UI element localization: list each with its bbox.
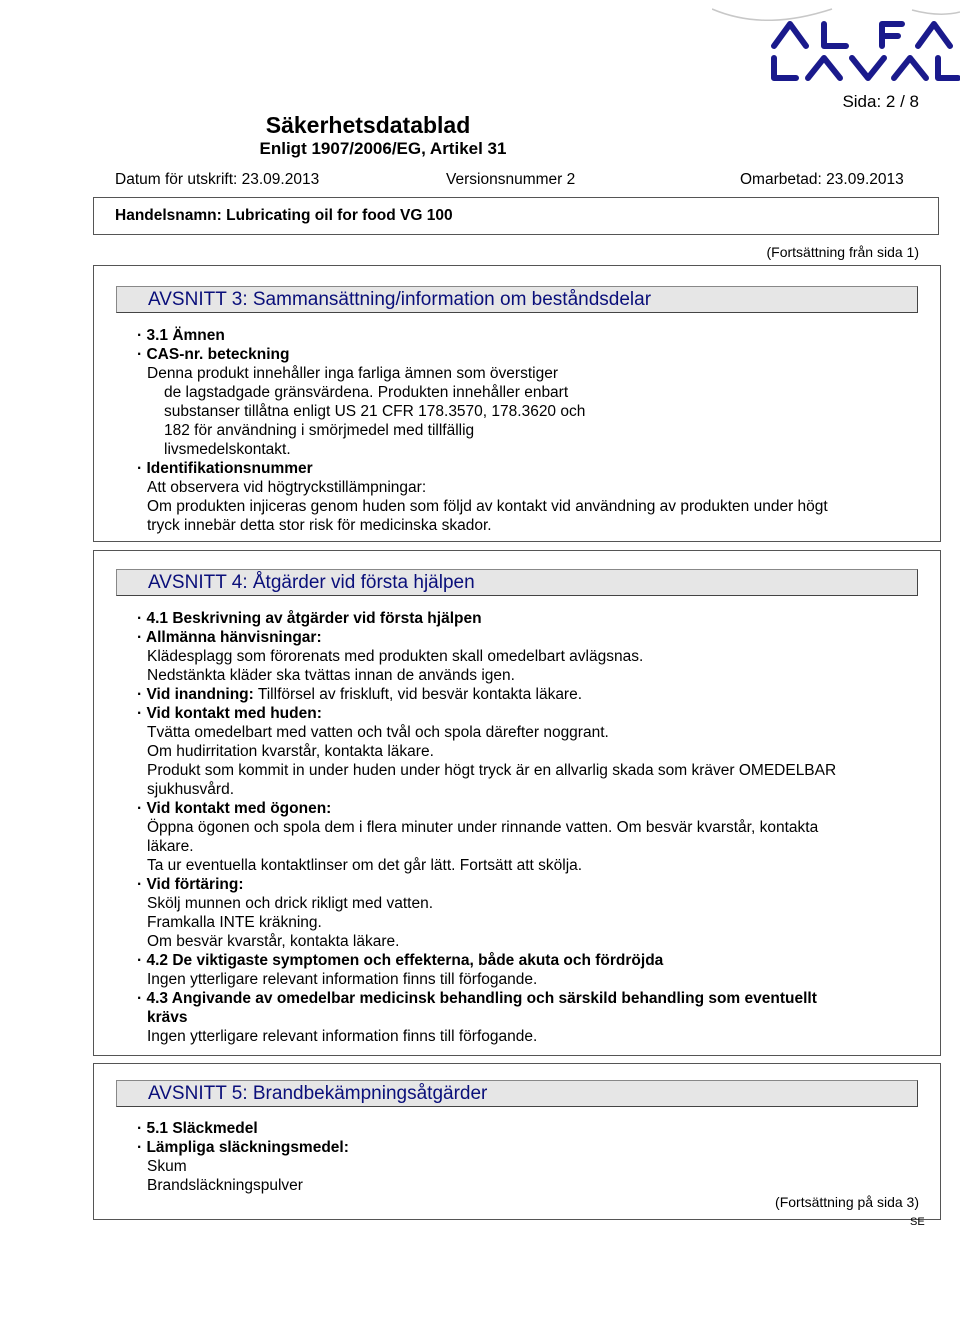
alfa-laval-logo xyxy=(712,6,960,86)
sec3-line: tryck innebär detta stor risk för medicinska skador. xyxy=(147,517,492,534)
sec4-subheading: 4.1 Beskrivning av åtgärder vid första hjälpen xyxy=(146,610,482,627)
sec4-text: Framkalla INTE kräkning. xyxy=(147,914,322,931)
sec4-text: Ingen ytterligare relevant information finns till förfogande. xyxy=(147,1028,538,1045)
sec3-line: Denna produkt innehåller inga farliga ämnen som överstiger xyxy=(147,365,558,382)
sec4-text: Öppna ögonen och spola dem i flera minuter under rinnande vatten. Om besvär kvarstår, kontakta xyxy=(147,819,819,836)
sec4-text: Nedstänkta kläder ska tvättas innan de används igen. xyxy=(147,667,515,684)
sec4-text: Skölj munnen och drick rikligt med vatten. xyxy=(147,895,434,912)
sec5-subheading: Lämpliga släckningsmedel: xyxy=(146,1139,349,1156)
sec4-text: Ta ur eventuella kontaktlinser om det går lätt. Fortsätt att skölja. xyxy=(147,857,583,874)
sec3-line: · CAS-nr. beteckning xyxy=(137,346,290,363)
sec4-text: Tvätta omedelbart med vatten och tvål och spola därefter noggrant. xyxy=(147,724,609,741)
sec3-line: · 3.1 Ämnen xyxy=(137,327,225,344)
sec4-subheading: 4.3 Angivande av omedelbar medicinsk behandling och särskild behandling som eventuellt xyxy=(146,990,817,1007)
document-title: Säkerhetsdatablad xyxy=(265,112,471,138)
sec4-subheading: Vid förtäring: xyxy=(146,876,244,893)
sec3-line: · Identifikationsnummer xyxy=(137,460,313,477)
sec4-subheading: Allmänna hänvisningar: xyxy=(145,629,322,646)
revision-date: Omarbetad: 23.09.2013 xyxy=(740,171,904,188)
sec4-text: Om hudirritation kvarstår, kontakta läkare. xyxy=(147,743,434,760)
section-4-heading: AVSNITT 4: Åtgärder vid första hjälpen xyxy=(116,569,918,596)
sec4-subheading: Vid kontakt med huden: xyxy=(146,705,322,722)
sec4-text: Klädesplagg som förorenats med produkten skall omedelbart avlägsnas. xyxy=(147,648,644,665)
sec4-subheading: krävs xyxy=(147,1009,188,1026)
page-number: Sida: 2 / 8 xyxy=(842,92,919,111)
sec5-subheading: 5.1 Släckmedel xyxy=(146,1120,258,1137)
language-code: SE xyxy=(910,1216,925,1228)
section-3-heading: AVSNITT 3: Sammansättning/information om beståndsdelar xyxy=(116,286,918,313)
sec4-text: läkare. xyxy=(147,838,194,855)
sec3-line: livsmedelskontakt. xyxy=(164,441,291,458)
continued-from: (Fortsättning från sida 1) xyxy=(766,244,919,260)
sec4-text: Ingen ytterligare relevant information finns till förfogande. xyxy=(147,971,538,988)
sec3-line: 182 för användning i smörjmedel med tillfällig xyxy=(164,422,475,439)
sec4-subheading: 4.2 De viktigaste symptomen och effekterna, både akuta och fördröjda xyxy=(146,952,664,969)
section-5-heading: AVSNITT 5: Brandbekämpningsåtgärder xyxy=(116,1080,918,1107)
document-subtitle: Enligt 1907/2006/EG, Artikel 31 xyxy=(259,139,507,158)
product-name: Handelsnamn: Lubricating oil for food VG 100 xyxy=(115,207,453,224)
sec4-text: Om besvär kvarstår, kontakta läkare. xyxy=(147,933,400,950)
sec5-text: Brandsläckningspulver xyxy=(147,1177,303,1194)
print-date: Datum för utskrift: 23.09.2013 xyxy=(115,171,320,188)
sec4-subheading: Vid inandning: xyxy=(146,686,254,703)
sec3-line: Om produkten injiceras genom huden som följd av kontakt vid användning av produkten under högt xyxy=(147,498,828,515)
sec4-text: Produkt som kommit in under huden under högt tryck är en allvarlig skada som kräver OMEDELBAR xyxy=(147,762,837,779)
sec3-line: Att observera vid högtryckstillämpningar: xyxy=(147,479,427,496)
sec4-text: sjukhusvård. xyxy=(147,781,235,798)
sec3-line: substanser tillåtna enligt US 21 CFR 178.3570, 178.3620 och xyxy=(164,403,586,420)
sec4-text: Tillförsel av friskluft, vid besvär kontakta läkare. xyxy=(253,686,583,703)
sec3-line: de lagstadgade gränsvärdena. Produkten innehåller enbart xyxy=(164,384,569,401)
continued-to: (Fortsättning på sida 3) xyxy=(775,1194,919,1210)
sec4-subheading: Vid kontakt med ögonen: xyxy=(146,800,332,817)
sec5-text: Skum xyxy=(147,1158,187,1175)
version-number: Versionsnummer 2 xyxy=(446,171,576,188)
